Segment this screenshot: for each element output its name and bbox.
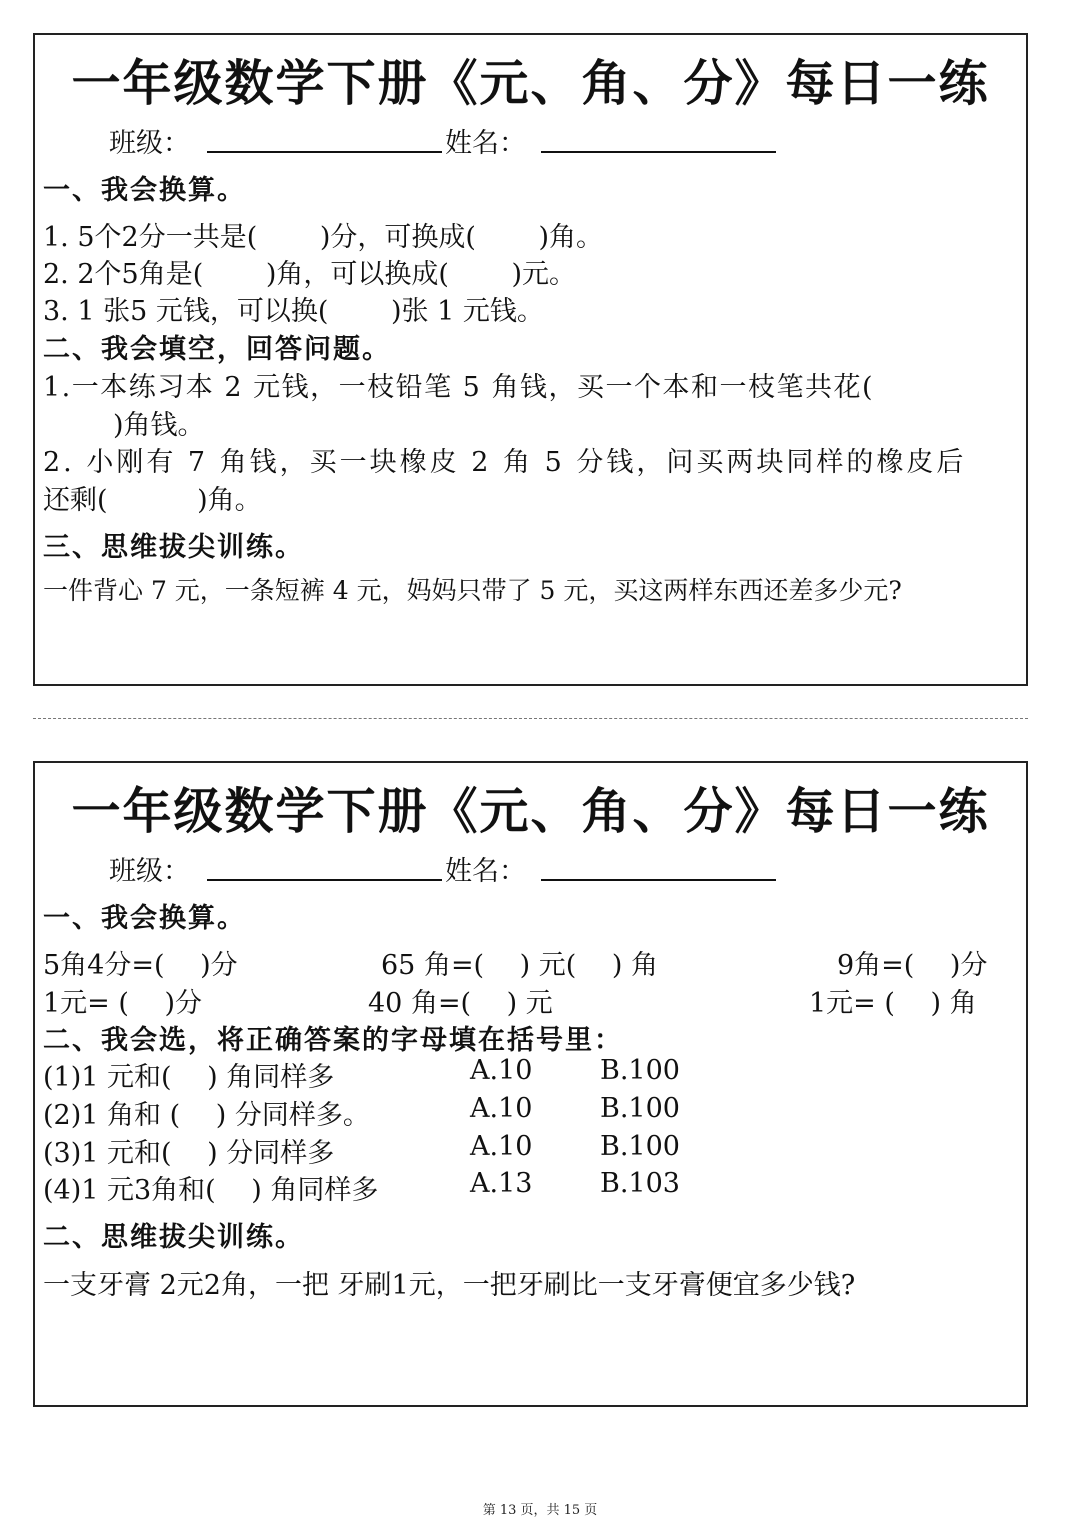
class-label: 班级： [109, 128, 190, 159]
choice-option-a: A.10 [470, 1055, 533, 1086]
choice-option-b: B.100 [600, 1055, 680, 1086]
question-item: 3. 1 张5 元钱，可以换( )张 1 元钱。 [43, 296, 544, 327]
conversion-item: 40 角=( ) 元 [368, 988, 553, 1019]
conversion-item: 5角4分=( )分 [43, 950, 238, 981]
choice-question: (3)1 元和( ) 分同样多 [43, 1138, 335, 1169]
conversion-item: 9角=( )分 [837, 950, 988, 981]
section-heading: 一、我会换算。 [43, 175, 246, 206]
question-item: 还剩( )角。 [43, 485, 262, 516]
question-item: 2. 小刚有 7 角钱，买一块橡皮 2 角 5 分钱，问买两块同样的橡皮后 [43, 447, 967, 478]
choice-option-b: B.100 [600, 1131, 680, 1162]
name-blank [541, 879, 776, 881]
class-blank [207, 879, 442, 881]
section-heading: 二、思维拔尖训练。 [43, 1222, 304, 1253]
choice-option-b: B.103 [600, 1168, 680, 1199]
choice-option-b: B.100 [600, 1093, 680, 1124]
page-footer: 第 13 页，共 15 页 [482, 1503, 598, 1518]
choice-option-a: A.13 [470, 1168, 533, 1199]
question-item: 1. 5个2分一共是( )分，可换成( )角。 [43, 222, 603, 253]
section-heading: 一、我会换算。 [43, 903, 246, 934]
class-label: 班级： [109, 856, 190, 887]
section-heading: 二、我会选，将正确答案的字母填在括号里： [43, 1025, 623, 1056]
worksheet-card-2 [33, 761, 1028, 1407]
word-problem: 一件背心 7 元，一条短裤 4 元，妈妈只带了 5 元，买这两样东西还差多少元? [43, 576, 902, 605]
name-label: 姓名： [445, 128, 526, 159]
conversion-item: 1元= ( ) 角 [809, 988, 977, 1019]
choice-question: (2)1 角和 ( ) 分同样多。 [43, 1100, 370, 1131]
worksheet-title: 一年级数学下册《元、角、分》每日一练 [71, 783, 990, 840]
cut-line-divider [33, 718, 1028, 719]
class-blank [207, 151, 442, 153]
section-heading: 二、我会填空，回答问题。 [43, 334, 391, 365]
choice-option-a: A.10 [470, 1093, 533, 1124]
question-item: 1.一本练习本 2 元钱，一枝铅笔 5 角钱，买一个本和一枝笔共花( [43, 372, 874, 403]
conversion-item: 1元= ( )分 [43, 988, 203, 1019]
choice-option-a: A.10 [470, 1131, 533, 1162]
word-problem: 一支牙膏 2元2角，一把 牙刷1元，一把牙刷比一支牙膏便宜多少钱? [43, 1270, 856, 1301]
choice-question: (1)1 元和( ) 角同样多 [43, 1062, 335, 1093]
question-item: 2. 2个5角是( )角，可以换成( )元。 [43, 259, 576, 290]
worksheet-title: 一年级数学下册《元、角、分》每日一练 [71, 55, 990, 112]
name-label: 姓名： [445, 856, 526, 887]
section-heading: 三、思维拔尖训练。 [43, 532, 304, 563]
choice-question: (4)1 元3角和( ) 角同样多 [43, 1175, 379, 1206]
name-blank [541, 151, 776, 153]
question-item: )角钱。 [113, 410, 205, 441]
conversion-item: 65 角=( ) 元( ) 角 [381, 950, 659, 981]
worksheet-card-1 [33, 33, 1028, 686]
